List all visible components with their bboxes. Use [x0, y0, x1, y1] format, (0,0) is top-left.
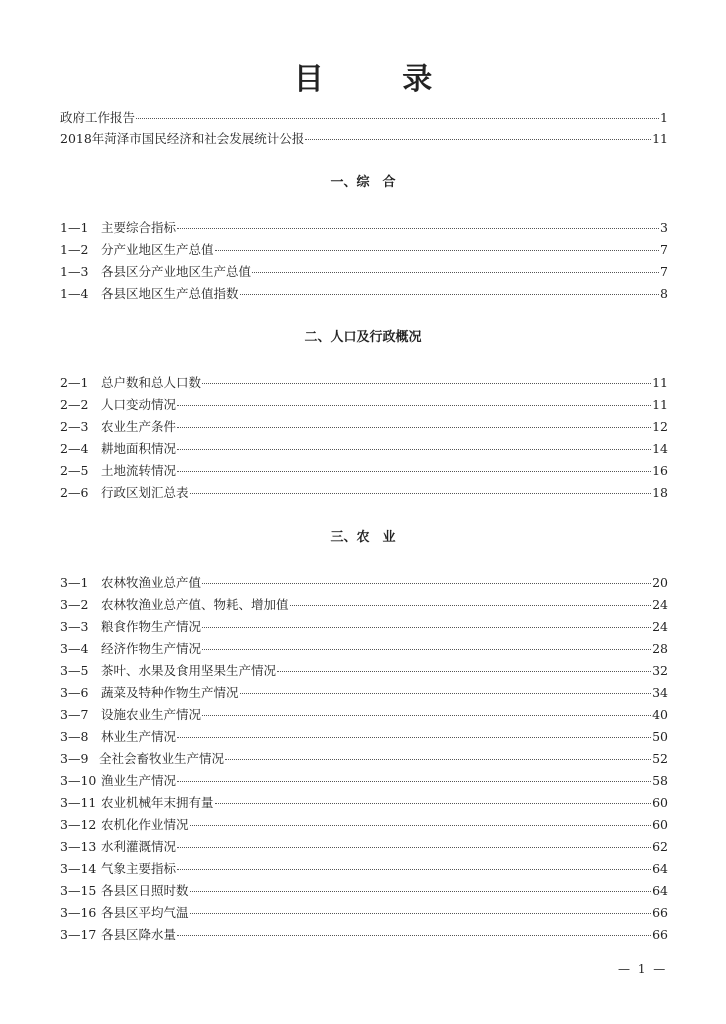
toc-label: 总户数和总人口数 [101, 375, 202, 390]
toc-label: 各县区日照时数 [101, 883, 189, 898]
toc-page: 3 [660, 220, 668, 235]
toc-page: 7 [660, 264, 668, 279]
toc-page: 18 [652, 485, 668, 500]
toc-entry[interactable] [60, 795, 668, 811]
toc-leader [202, 715, 651, 716]
toc-entry[interactable] [60, 110, 668, 126]
toc-label: 土地流转情况 [101, 463, 177, 478]
toc-page: 60 [652, 795, 668, 810]
toc-leader [177, 847, 651, 848]
toc-leader [240, 294, 660, 295]
toc-page: 64 [652, 861, 668, 876]
toc-page: 24 [652, 597, 668, 612]
toc-leader [277, 671, 651, 672]
toc-entry[interactable] [60, 419, 668, 435]
toc-entry[interactable] [60, 463, 668, 479]
toc-leader [136, 118, 659, 119]
toc-page: 60 [652, 817, 668, 832]
toc-number: 3—12 [60, 817, 97, 832]
toc-page: 12 [652, 419, 668, 434]
toc-entry[interactable] [60, 707, 668, 723]
toc-number: 3—6 [60, 685, 89, 700]
toc-label: 主要综合指标 [101, 220, 177, 235]
toc-number: 3—10 [60, 773, 97, 788]
toc-page: 64 [652, 883, 668, 898]
toc-leader [215, 250, 660, 251]
toc-number: 3—14 [60, 861, 97, 876]
toc-entry[interactable] [60, 905, 668, 921]
toc-leader [305, 139, 651, 140]
toc-page: 16 [652, 463, 668, 478]
toc-number: 3—4 [60, 641, 89, 656]
toc-label: 农林牧渔业总产值、物耗、增加值 [101, 597, 289, 612]
toc-entry[interactable] [60, 220, 668, 236]
toc-label: 林业生产情况 [101, 729, 177, 744]
toc-label: 水利灌溉情况 [101, 839, 177, 854]
toc-entry[interactable] [60, 575, 668, 591]
toc-page: 32 [652, 663, 668, 678]
toc-entry[interactable] [60, 619, 668, 635]
toc-page: 34 [652, 685, 668, 700]
toc-leader [202, 627, 651, 628]
toc-label: 气象主要指标 [101, 861, 177, 876]
toc-leader [215, 803, 652, 804]
toc-page: 52 [652, 751, 668, 766]
toc-number: 3—1 [60, 575, 89, 590]
toc-page: 8 [660, 286, 668, 301]
toc-entry[interactable] [60, 397, 668, 413]
toc-leader [290, 605, 652, 606]
toc-number: 1—2 [60, 242, 89, 257]
toc-number: 3—11 [60, 795, 97, 810]
toc-page: 11 [652, 375, 668, 390]
toc-number: 3—13 [60, 839, 97, 854]
toc-number: 3—5 [60, 663, 89, 678]
toc-entry[interactable] [60, 286, 668, 302]
toc-page: 11 [652, 397, 668, 412]
toc-number: 3—3 [60, 619, 89, 634]
toc-leader [190, 891, 652, 892]
toc-label: 各县区平均气温 [101, 905, 189, 920]
toc-page: 66 [652, 905, 668, 920]
toc-entry[interactable] [60, 375, 668, 391]
toc-entry[interactable] [60, 729, 668, 745]
toc-leader [202, 583, 651, 584]
toc-number: 2—1 [60, 375, 89, 390]
toc-page: 50 [652, 729, 668, 744]
toc-entry[interactable] [60, 839, 668, 855]
toc-entry[interactable] [60, 861, 668, 877]
toc-page: 66 [652, 927, 668, 942]
toc-label: 行政区划汇总表 [101, 485, 189, 500]
toc-label: 设施农业生产情况 [101, 707, 202, 722]
toc-number: 3—9 [60, 751, 89, 766]
toc-number: 3—15 [60, 883, 97, 898]
toc-entry[interactable] [60, 641, 668, 657]
toc-leader [240, 693, 652, 694]
toc-leader [177, 869, 651, 870]
toc-number: 1—3 [60, 264, 89, 279]
toc-page: 28 [652, 641, 668, 656]
toc-page: 20 [652, 575, 668, 590]
toc-number: 1—1 [60, 220, 89, 235]
toc-label: 2018年菏泽市国民经济和社会发展统计公报 [60, 131, 305, 146]
toc-entry[interactable] [60, 597, 668, 613]
page-title: 目 录 [293, 62, 467, 97]
toc-label: 蔬菜及特种作物生产情况 [101, 685, 239, 700]
section-heading: 三、农 业 [330, 530, 396, 545]
toc-number: 3—2 [60, 597, 89, 612]
toc-leader [202, 383, 651, 384]
toc-label: 粮食作物生产情况 [101, 619, 202, 634]
toc-page: 7 [660, 242, 668, 257]
toc-entry[interactable] [60, 242, 668, 258]
toc-leader [177, 737, 651, 738]
toc-label: 各县区分产业地区生产总值 [101, 264, 252, 279]
toc-page: 58 [652, 773, 668, 788]
toc-page: 1 [660, 110, 668, 125]
toc-leader [177, 228, 659, 229]
toc-leader [177, 405, 651, 406]
toc-entry[interactable] [60, 485, 668, 501]
toc-entry[interactable] [60, 663, 668, 679]
toc-number: 3—7 [60, 707, 89, 722]
toc-entry[interactable] [60, 773, 668, 789]
toc-leader [190, 493, 652, 494]
toc-number: 2—2 [60, 397, 89, 412]
toc-label: 农业机械年末拥有量 [101, 795, 214, 810]
toc-entry[interactable] [60, 685, 668, 701]
toc-leader [177, 449, 651, 450]
toc-leader [177, 935, 651, 936]
toc-page: 11 [652, 131, 668, 146]
toc-entry[interactable] [60, 927, 668, 943]
toc-leader [202, 649, 651, 650]
toc-label: 各县区降水量 [101, 927, 177, 942]
toc-leader [177, 471, 651, 472]
toc-number: 2—5 [60, 463, 89, 478]
toc-entry[interactable] [60, 441, 668, 457]
section-heading: 一、综 合 [330, 175, 396, 190]
toc-number: 2—6 [60, 485, 89, 500]
toc-leader [177, 781, 651, 782]
toc-label: 渔业生产情况 [101, 773, 177, 788]
toc-label: 农林牧渔业总产值 [101, 575, 202, 590]
toc-number: 3—16 [60, 905, 97, 920]
toc-entry[interactable] [60, 751, 668, 767]
toc-leader [225, 759, 651, 760]
toc-page: 62 [652, 839, 668, 854]
toc-label: 各县区地区生产总值指数 [101, 286, 239, 301]
toc-label: 农业生产条件 [101, 419, 177, 434]
page-number: — 1 — [618, 962, 668, 976]
toc-label: 农机化作业情况 [101, 817, 189, 832]
toc-entry[interactable] [60, 817, 668, 833]
toc-number: 1—4 [60, 286, 89, 301]
toc-entry[interactable] [60, 131, 668, 147]
toc-leader [190, 825, 652, 826]
toc-label: 经济作物生产情况 [101, 641, 202, 656]
toc-leader [190, 913, 652, 914]
toc-page: 14 [652, 441, 668, 456]
toc-label: 全社会畜牧业生产情况 [99, 751, 225, 766]
toc-label: 茶叶、水果及食用坚果生产情况 [101, 663, 277, 678]
section-heading: 二、人口及行政概况 [304, 330, 422, 345]
toc-leader [177, 427, 651, 428]
toc-entry[interactable] [60, 883, 668, 899]
toc-label: 政府工作报告 [60, 110, 136, 125]
toc-label: 人口变动情况 [101, 397, 177, 412]
toc-number: 3—17 [60, 927, 97, 942]
toc-page: 24 [652, 619, 668, 634]
toc-label: 耕地面积情况 [101, 441, 177, 456]
toc-number: 2—4 [60, 441, 89, 456]
toc-leader [252, 272, 659, 273]
toc-label: 分产业地区生产总值 [101, 242, 214, 257]
toc-page: 40 [652, 707, 668, 722]
toc-number: 3—8 [60, 729, 89, 744]
toc-number: 2—3 [60, 419, 89, 434]
toc-entry[interactable] [60, 264, 668, 280]
